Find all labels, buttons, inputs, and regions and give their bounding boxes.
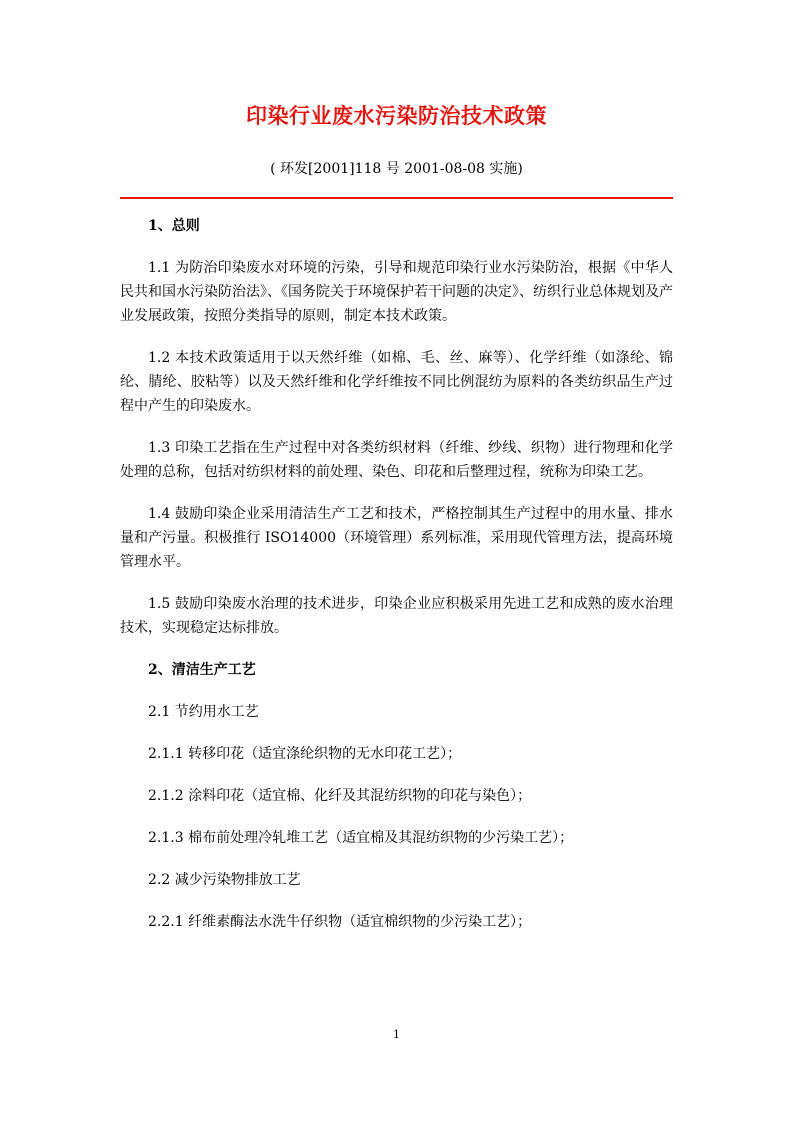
page-number: 1 [393, 1028, 400, 1041]
paragraph-1-5: 1.5 鼓励印染废水治理的技术进步，印染企业应积极采用先进工艺和成熟的废水治理技术，实现稳定达标排放。 [120, 596, 673, 636]
section-heading-general: 1、总则 [148, 218, 200, 234]
section-heading-clean-production: 2、清洁生产工艺 [148, 662, 256, 678]
document-subtitle: ( 环发[2001]118 号 2001-08-08 实施) [270, 161, 523, 177]
title-divider [120, 197, 673, 199]
item-2-1-2: 2.1.2 涂料印花（适宜棉、化纤及其混纺织物的印花与染色）； [148, 788, 532, 804]
item-2-1: 2.1 节约用水工艺 [148, 704, 259, 720]
paragraph-1-1: 1.1 为防治印染废水对环境的污染，引导和规范印染行业水污染防治，根据《中华人民共和国水污染防治法》、《国务院关于环境保护若干问题的决定》、纺织行业总体规划及产业发展政策，按照分类指导的原则，制定本技术政策。 [120, 260, 673, 324]
paragraph-1-3: 1.3 印染工艺指在生产过程中对各类纺织材料（纤维、纱线、织物）进行物理和化学处理的总称，包括对纺织材料的前处理、染色、印花和后整理过程，统称为印染工艺。 [120, 440, 673, 480]
item-2-1-1: 2.1.1 转移印花（适宜涤纶织物的无水印花工艺）； [148, 746, 462, 762]
document-title: 印染行业废水污染防治技术政策 [246, 103, 547, 128]
paragraph-1-2: 1.2 本技术政策适用于以天然纤维（如棉、毛、丝、麻等）、化学纤维（如涤纶、锦纶、腈纶、胶粘等）以及天然纤维和化学纤维按不同比例混纺为原料的各类纺织品生产过程中产生的印染废水。 [120, 350, 673, 414]
document-body [120, 214, 673, 952]
item-2-1-3: 2.1.3 棉布前处理冷轧堆工艺（适宜棉及其混纺织物的少污染工艺）； [148, 830, 574, 846]
item-2-2: 2.2 减少污染物排放工艺 [148, 872, 301, 888]
item-2-2-1: 2.2.1 纤维素酶法水洗牛仔织物（适宜棉织物的少污染工艺）； [148, 914, 532, 930]
paragraph-1-4: 1.4 鼓励印染企业采用清洁生产工艺和技术，严格控制其生产过程中的用水量、排水量和产污量。积极推行 ISO14000（环境管理）系列标准，采用现代管理方法，提高环境管理水平。 [120, 506, 673, 570]
